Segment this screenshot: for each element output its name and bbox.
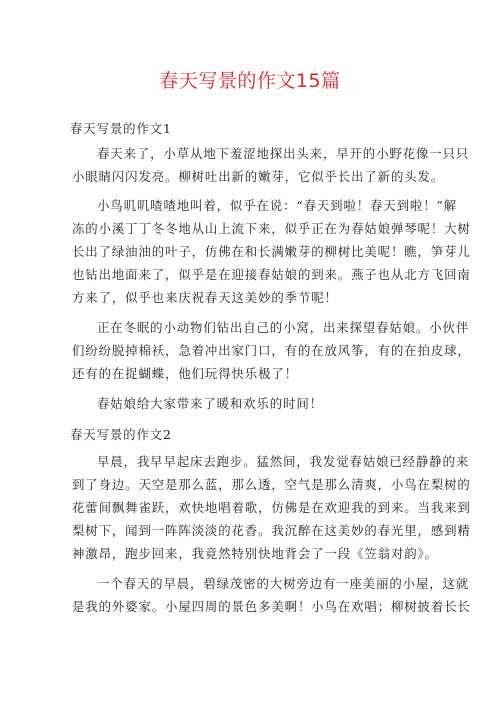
paragraph-line: 也钻出地面来了，似乎是在迎接春姑娘的到来。燕子也从北方飞回南 xyxy=(72,267,471,282)
paragraph-line: 方来了，似乎也来庆祝春天这美妙的季节呢！ xyxy=(72,290,338,305)
paragraph-line: 一个春天的早晨，碧绿茂密的大树旁边有一座美丽的小屋，这就 xyxy=(97,576,470,591)
paragraph-line: 花蕾间飘舞雀跃，欢快地唱着歌，仿佛是在欢迎我的到来。当我来到 xyxy=(72,500,471,515)
document-title: 春天写景的作文15篇 xyxy=(159,70,341,92)
paragraph-line: 春天来了，小草从地下羞涩地探出头来，早开的小野花像一只只 xyxy=(97,146,470,161)
paragraph-line: 小鸟叽叽喳喳地叫着，似乎在说：“春天到啦！春天到啦！”解 xyxy=(97,198,458,213)
paragraph-line: 们纷纷脱掉棉袄，急着冲出家门口，有的在放风筝，有的在拍皮球， xyxy=(72,343,471,358)
paragraph-line: 还有的在捉蝴蝶，他们玩得快乐极了！ xyxy=(72,366,298,381)
paragraph-line: 春姑娘给大家带来了暖和欢乐的时间！ xyxy=(97,396,323,411)
paragraph-line: 神激昂，跑步回来，我竟然特别快地背会了一段《笠翁对韵》。 xyxy=(72,546,438,561)
paragraph-line: 小眼睛闪闪发亮。柳树吐出新的嫩芽，它似乎长出了新的头发。 xyxy=(72,169,445,184)
paragraph-line: 正在冬眠的小动物们钻出自己的小窝，出来探望春姑娘。小伙伴 xyxy=(97,320,470,335)
paragraph-line: 梨树下，闻到一阵阵淡淡的花香。我沉醉在这美妙的春光里，感到精 xyxy=(72,523,471,538)
paragraph-line: 到了身边。天空是那么蓝，那么透，空气是那么清爽，小鸟在梨树的 xyxy=(72,477,471,492)
paragraph-line: 长出了绿油油的叶子，仿佛在和长满嫩芽的柳树比美呢！瞧，笋芽儿 xyxy=(72,244,471,259)
section-heading: 春天写景的作文2 xyxy=(70,427,172,442)
paragraph-line: 是我的外婆家。小屋四周的景色多美啊！小鸟在欢唱；柳树披着长长 xyxy=(72,599,471,614)
paragraph-line: 冻的小溪丁丁冬冬地从山上流下来，似乎正在为春姑娘弹琴呢！大树 xyxy=(72,221,471,236)
section-heading: 春天写景的作文1 xyxy=(70,121,172,136)
paragraph-line: 早晨，我早早起床去跑步。猛然间，我发觉春姑娘已经静静的来 xyxy=(97,454,470,469)
